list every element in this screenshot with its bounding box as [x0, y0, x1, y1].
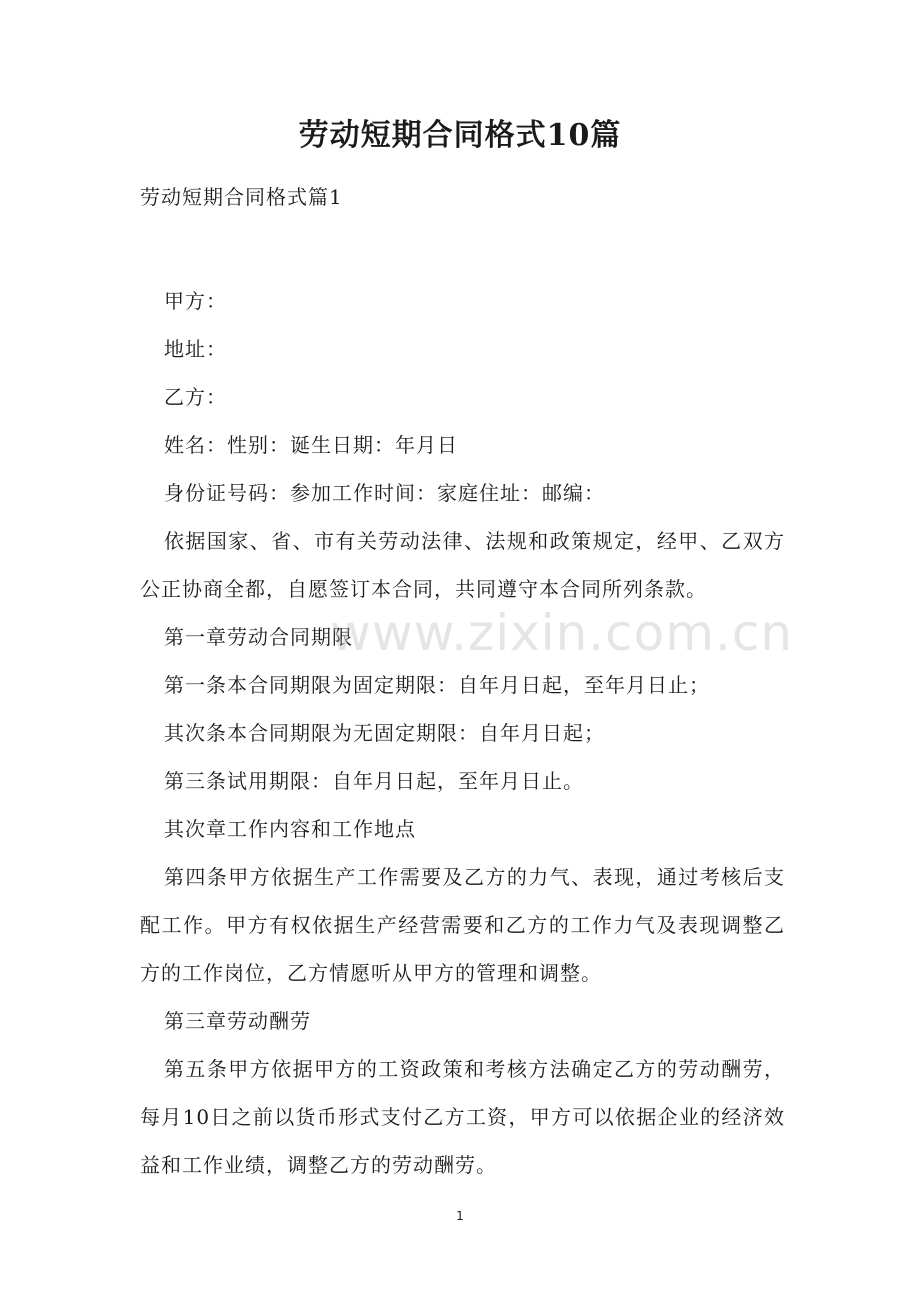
paragraph-personal-info: 姓名：性别：诞生日期：年月日 [164, 433, 458, 457]
paragraph-article-5: 第五条甲方依据甲方的工资政策和考核方法确定乙方的劳动酬劳，每月10日之前以货币形式支付乙方工资，甲方可以依据企业的经济效益和工作业绩，调整乙方的劳动酬劳。 [140, 1057, 785, 1177]
document-subtitle: 劳动短期合同格式篇1 [140, 185, 343, 209]
heading-chapter-1: 第一章劳动合同期限 [164, 625, 353, 649]
paragraph-party-b: 乙方： [164, 385, 227, 409]
paragraph-id-info: 身份证号码：参加工作时间：家庭住址：邮编： [164, 481, 605, 505]
paragraph-address: 地址： [164, 337, 227, 361]
heading-chapter-3: 第三章劳动酬劳 [164, 1009, 311, 1033]
paragraph-preamble: 依据国家、省、市有关劳动法律、法规和政策规定，经甲、乙双方公正协商全都，自愿签订本合同，共同遵守本合同所列条款。 [140, 529, 785, 601]
paragraph-article-2: 其次条本合同期限为无固定期限：自年月日起； [164, 721, 605, 745]
watermark-text: www.zixin.com.cn [330, 604, 794, 662]
paragraph-article-3: 第三条试用期限：自年月日起，至年月日止。 [164, 769, 584, 793]
page-number: 1 [456, 1209, 464, 1223]
paragraph-article-1: 第一条本合同期限为固定期限：自年月日起，至年月日止； [164, 673, 710, 697]
document-body [140, 277, 785, 1189]
paragraph-party-a: 甲方： [164, 289, 227, 313]
document-title: 劳动短期合同格式10篇 [298, 118, 622, 153]
paragraph-article-4: 第四条甲方依据生产工作需要及乙方的力气、表现，通过考核后支配工作。甲方有权依据生产经营需要和乙方的工作力气及表现调整乙方的工作岗位，乙方情愿听从甲方的管理和调整。 [140, 865, 785, 985]
heading-chapter-2: 其次章工作内容和工作地点 [164, 817, 416, 841]
